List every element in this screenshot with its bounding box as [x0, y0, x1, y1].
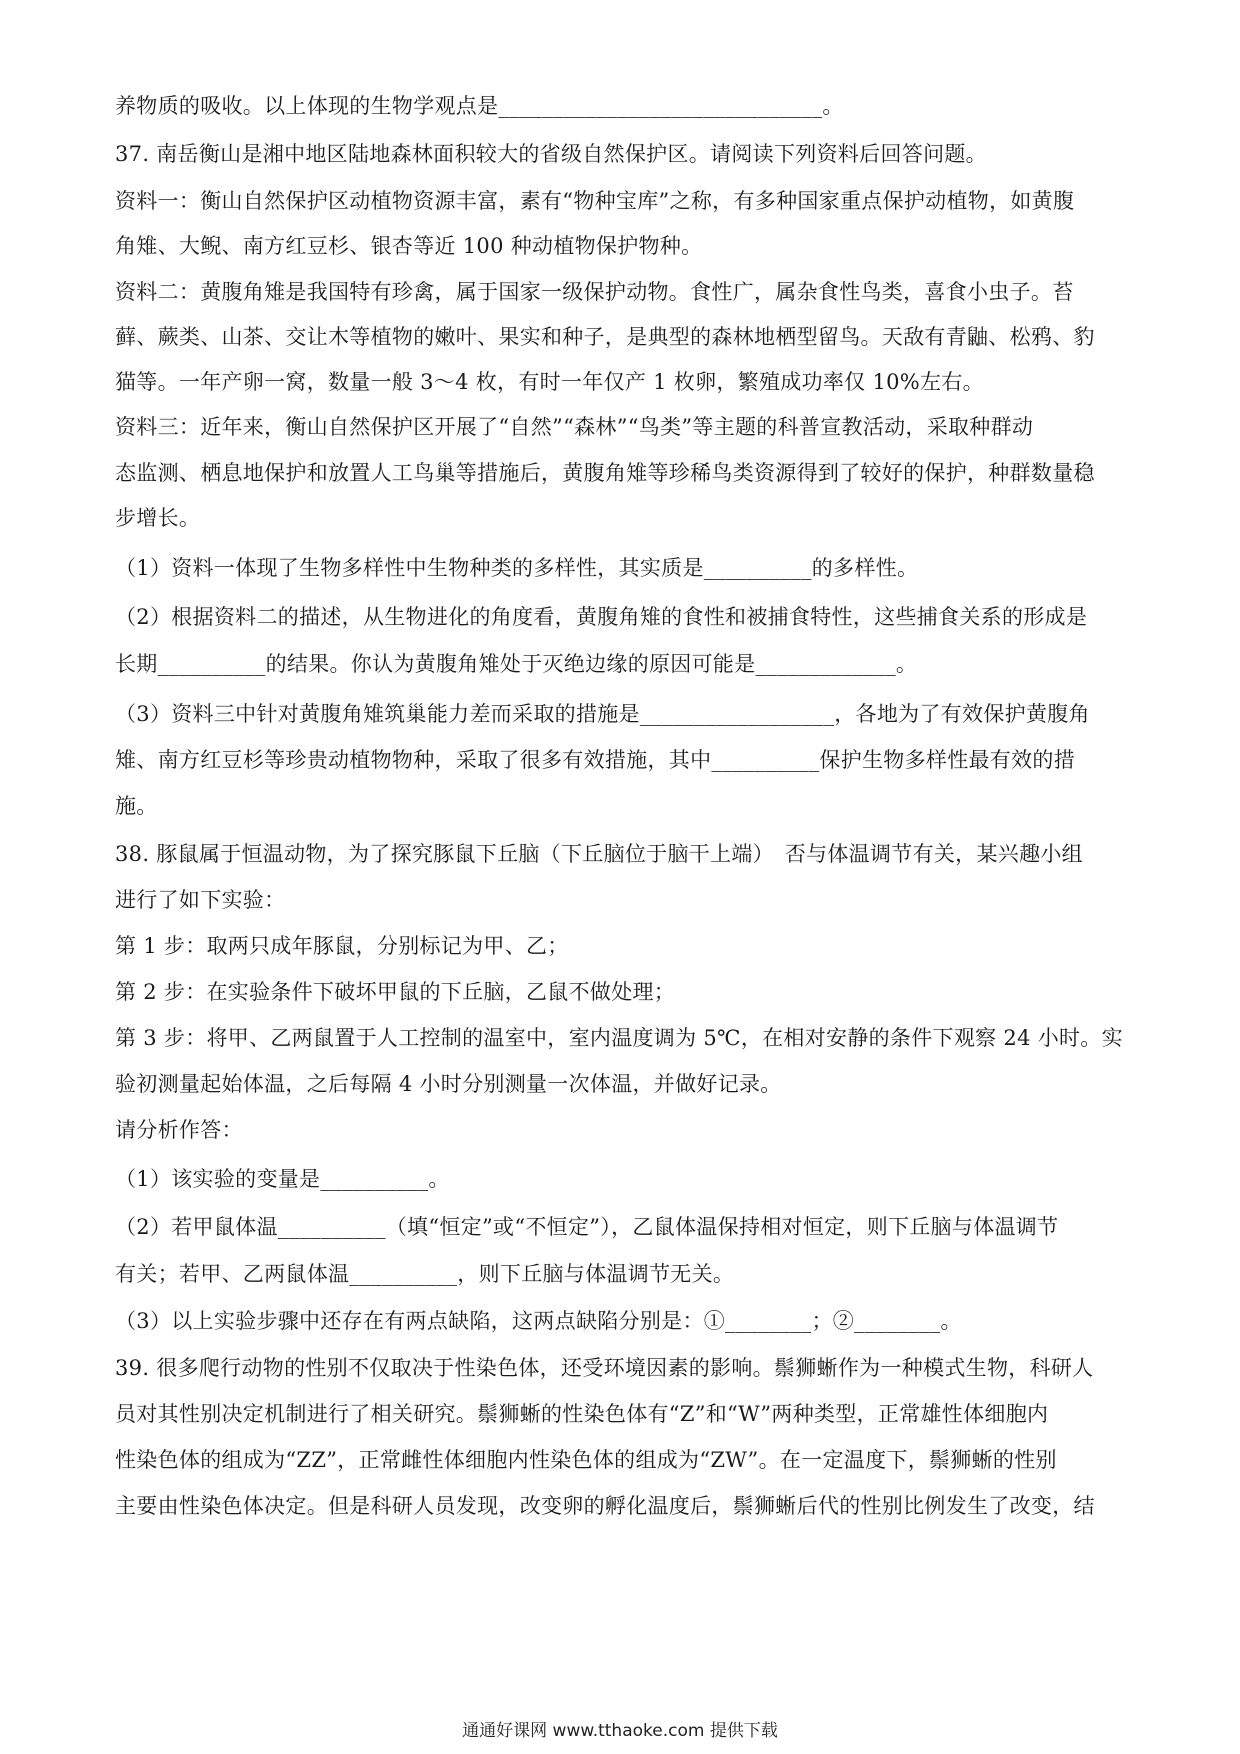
instruction-text: 请分析作答：	[115, 1118, 243, 1142]
page-footer: 通通好课网 www.tthaoke.com 提供下载	[462, 1721, 778, 1741]
question-37-2: （2）根据资料二的描述，从生物进化的角度看，黄腹角雉的食性和被捕食特性，这些捕食关系的形成是	[115, 605, 1088, 629]
question-38-heading: 38. 豚鼠属于恒温动物，为了探究豚鼠下丘脑（下丘脑位于脑干上端） 否与体温调节有关，某兴趣小组	[115, 842, 1083, 866]
question-37-3: 雉、南方红豆杉等珍贵动植物物种，采取了很多有效措施，其中__________保护生物多样性最有效的措	[115, 748, 1075, 772]
step-3: 验初测量起始体温，之后每隔 4 小时分别测量一次体温，并做好记录。	[115, 1072, 782, 1096]
question-38-2: （2）若甲鼠体温__________（填“恒定”或“不恒定”），乙鼠体温保持相对恒定，则下丘脑与体温调节	[115, 1215, 1059, 1239]
material-3-text: 资料三：近年来，衡山自然保护区开展了“自然”“森林”“鸟类”等主题的科普宣教活动，采取种群动	[115, 415, 1034, 439]
question-37-heading: 37. 南岳衡山是湘中地区陆地森林面积较大的省级自然保护区。请阅读下列资料后回答问题。	[115, 142, 987, 166]
material-3-text: 步增长。	[115, 506, 201, 530]
material-3-text: 态监测、栖息地保护和放置人工鸟巢等措施后，黄腹角雉等珍稀鸟类资源得到了较好的保护，种群数量稳	[115, 461, 1095, 485]
question-39-text: 主要由性染色体决定。但是科研人员发现，改变卵的孵化温度后，鬃狮蜥后代的性别比例发生了改变，结	[115, 1494, 1095, 1518]
question-38-2: 有关；若甲、乙两鼠体温__________，则下丘脑与体温调节无关。	[115, 1262, 735, 1286]
step-1: 第 1 步：取两只成年豚鼠，分别标记为甲、乙；	[115, 934, 569, 958]
text-line: 养物质的吸收。以上体现的生物学观点是______________________________。	[115, 94, 844, 118]
material-1-text: 资料一：衡山自然保护区动植物资源丰富，素有“物种宝库”之称，有多种国家重点保护动植物，如黄腹	[115, 189, 1075, 213]
material-1-text: 角雉、大鲵、南方红豆杉、银杏等近 100 种动植物保护物种。	[115, 234, 703, 258]
step-2: 第 2 步：在实验条件下破坏甲鼠的下丘脑，乙鼠不做处理；	[115, 980, 676, 1004]
question-38-3: （3）以上实验步骤中还存在有两点缺陷，这两点缺陷分别是：①________；②________。	[115, 1309, 962, 1333]
question-39-text: 性染色体的组成为“ZZ”，正常雌性体细胞内性染色体的组成为“ZW”。在一定温度下，鬃狮蜥的性别	[115, 1448, 1057, 1472]
question-39-heading: 39. 很多爬行动物的性别不仅取决于性染色体，还受环境因素的影响。鬃狮蜥作为一种模式生物，科研人	[115, 1356, 1094, 1380]
step-3: 第 3 步：将甲、乙两鼠置于人工控制的温室中，室内温度调为 5℃，在相对安静的条件下观察 24 小时。实	[115, 1026, 1123, 1050]
question-37-1: （1）资料一体现了生物多样性中生物种类的多样性，其实质是__________的多样性。	[115, 556, 919, 580]
question-39-text: 员对其性别决定机制进行了相关研究。鬃狮蜥的性染色体有“Z”和“W”两种类型，正常雄性体细胞内	[115, 1402, 1049, 1426]
question-37-3: （3）资料三中针对黄腹角雉筑巢能力差而采取的措施是__________________，各地为了有效保护黄腹角	[115, 702, 1090, 726]
material-2-text: 藓、蕨类、山茶、交让木等植物的嫩叶、果实和种子，是典型的森林地栖型留鸟。天敌有青鼬、松鸦、豹	[115, 325, 1095, 349]
question-38-1: （1）该实验的变量是__________。	[115, 1167, 450, 1191]
question-37-2: 长期__________的结果。你认为黄腹角雉处于灭绝边缘的原因可能是_____________。	[115, 652, 918, 676]
question-38-text: 进行了如下实验：	[115, 888, 286, 912]
question-37-3: 施。	[115, 794, 158, 818]
material-2-text: 猫等。一年产卵一窝，数量一般 3～4 枚，有时一年仅产 1 枚卵，繁殖成功率仅 10%左右。	[115, 370, 984, 394]
material-2-text: 资料二：黄腹角雉是我国特有珍禽，属于国家一级保护动物。食性广，属杂食性鸟类，喜食小虫子。苔	[115, 280, 1074, 304]
